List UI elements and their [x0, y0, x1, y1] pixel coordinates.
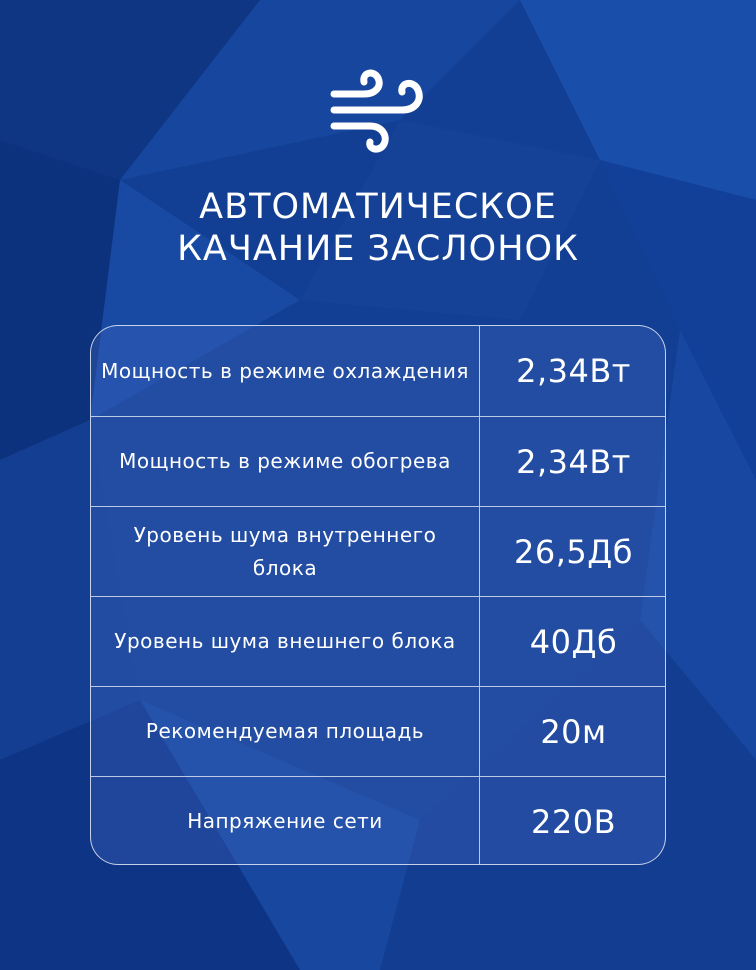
table-row — [91, 776, 666, 865]
spec-label: Мощность в режиме обогрева — [119, 449, 451, 473]
table-row — [91, 686, 666, 776]
specs-table — [90, 325, 666, 865]
spec-label: Напряжение сети — [187, 809, 383, 833]
spec-label: Рекомендуемая площадь — [145, 719, 425, 743]
spec-value: 26,5Дб — [479, 507, 666, 596]
spec-value: 2,34Вт — [479, 417, 666, 506]
table-row — [91, 596, 666, 686]
spec-value: 40Дб — [479, 597, 666, 686]
table-row — [91, 326, 666, 416]
spec-label: Мощность в режиме охлаждения — [101, 358, 469, 383]
title-line-2: КАЧАНИЕ ЗАСЛОНОК — [177, 229, 579, 269]
spec-label: Уровень шума внутреннего блока — [133, 522, 437, 580]
page-title — [0, 186, 756, 270]
title-line-1: АВТОМАТИЧЕСКОЕ — [199, 187, 557, 227]
spec-value: 20м — [479, 687, 666, 776]
wind-icon — [324, 64, 432, 164]
spec-value: 2,34Вт — [479, 326, 666, 416]
spec-label: Уровень шума внешнего блока — [114, 629, 456, 653]
table-row — [91, 416, 666, 506]
spec-value: 220В — [479, 777, 666, 865]
table-row — [91, 506, 666, 596]
